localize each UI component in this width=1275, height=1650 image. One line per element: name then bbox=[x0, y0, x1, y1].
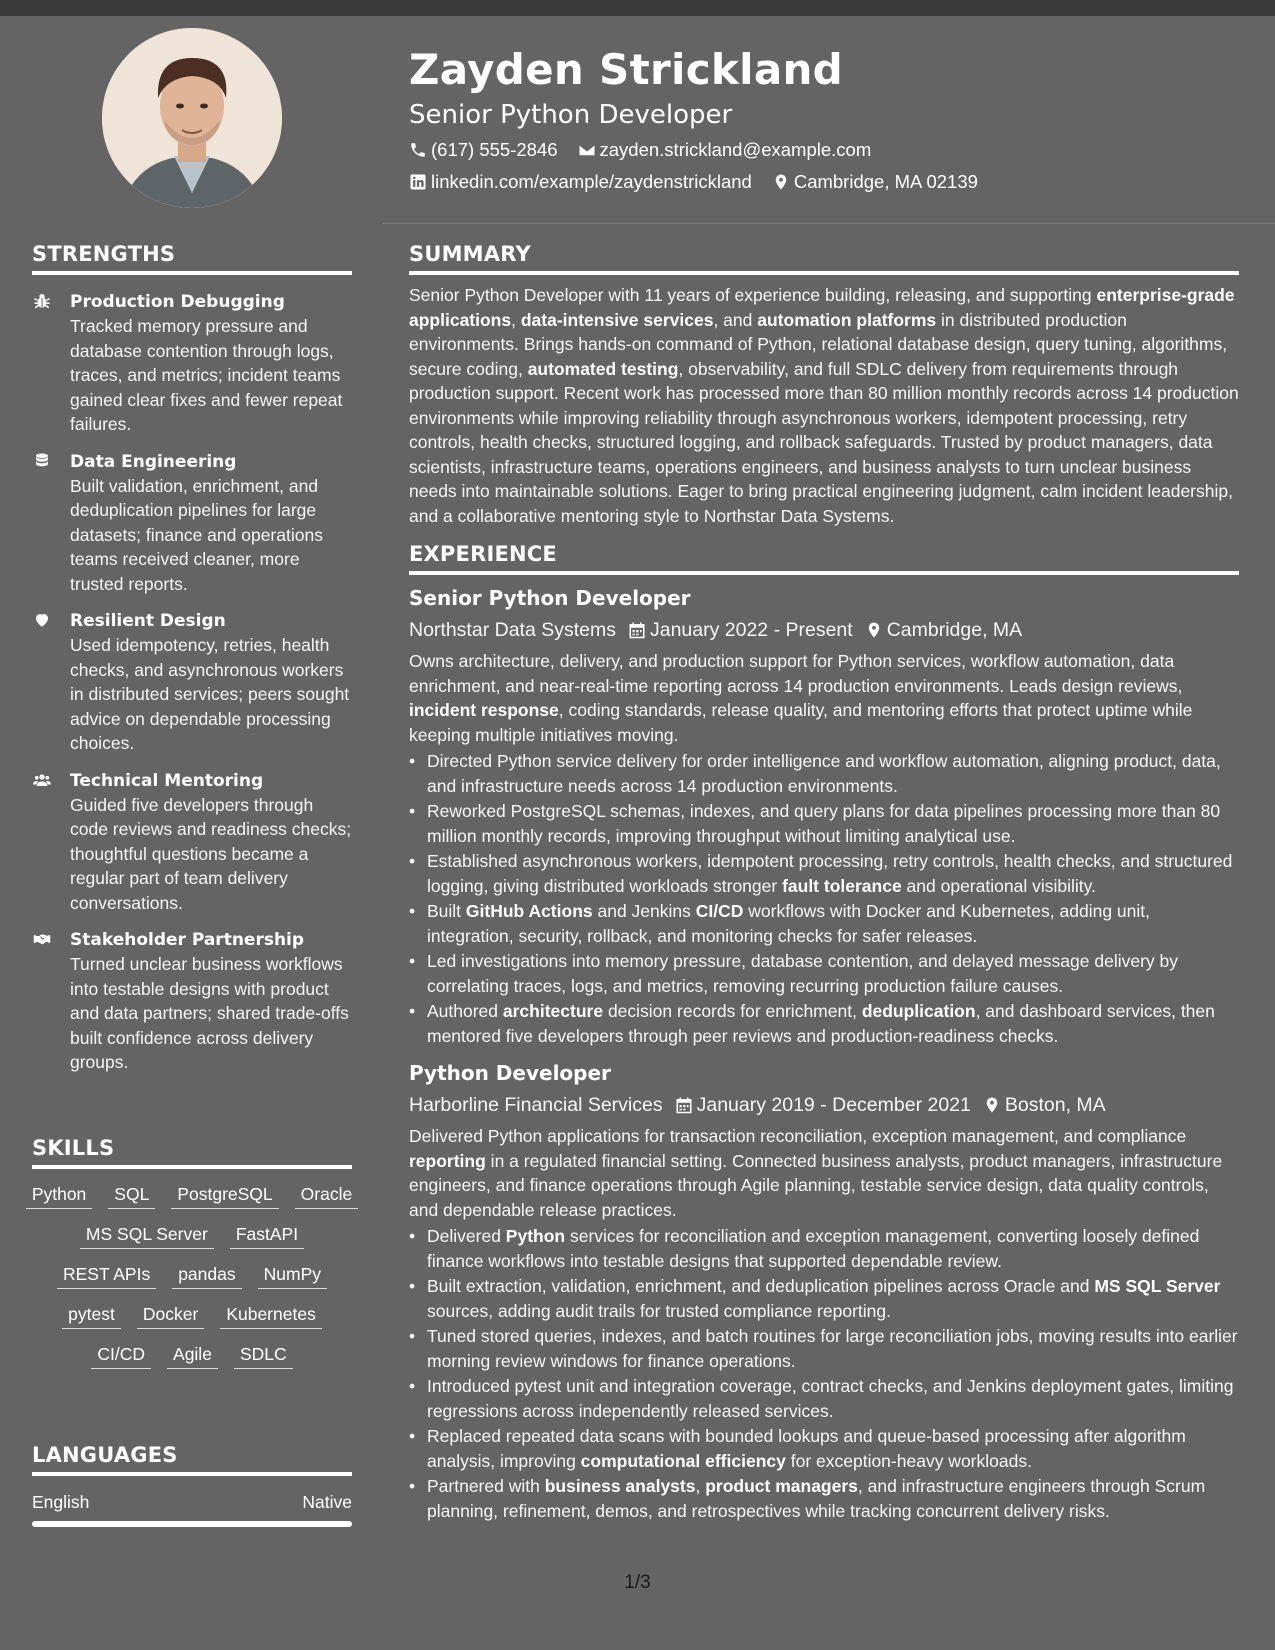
strengths-list bbox=[32, 290, 352, 1075]
phone-text: (617) 555-2846 bbox=[431, 139, 558, 160]
candidate-name: Zayden Strickland bbox=[409, 45, 844, 94]
strength-description: Guided five developers through code reviews and readiness checks; thoughtful questions became a regular part of team delivery conversations. bbox=[70, 794, 352, 913]
linkedin-text: linkedin.com/example/zaydenstrickland bbox=[431, 171, 752, 192]
contact-location bbox=[772, 168, 978, 196]
list-item: • Reworked PostgreSQL schemas, indexes, and query plans for data pipelines processing more than 80 million monthly records, improving throughput without limiting analytical use. bbox=[409, 799, 1239, 848]
calendar-icon bbox=[628, 620, 646, 640]
list-item: • Delivered Python services for reconciliation and exception management, converting loosely defined finance workflows into testable designs that supported dependable review. bbox=[409, 1224, 1239, 1273]
envelope-icon bbox=[578, 141, 596, 159]
job-meta bbox=[409, 615, 1239, 645]
languages-section bbox=[32, 1443, 352, 1527]
list-item: • Partnered with business analysts, product managers, and infrastructure engineers through Scrum planning, refinement, demos, and retrospectives while tracking concurrent delivery risks. bbox=[409, 1474, 1239, 1523]
contact-phone[interactable] bbox=[409, 136, 558, 164]
contact-row-2 bbox=[409, 168, 1239, 196]
list-item: • Replaced repeated data scans with bounded lookups and queue-based processing after algorithm analysis, improving computational efficiency for exception-heavy workloads. bbox=[409, 1424, 1239, 1473]
language-name: English bbox=[32, 1492, 90, 1512]
job-dates: January 2019 - December 2021 bbox=[675, 1090, 971, 1120]
skill-tag: REST APIs bbox=[57, 1260, 156, 1289]
skill-tag: NumPy bbox=[258, 1260, 327, 1289]
linkedin-icon bbox=[409, 173, 427, 191]
emphasis-text: architecture bbox=[502, 1001, 604, 1021]
skill-row bbox=[32, 1260, 352, 1289]
emphasis-text: incident response bbox=[409, 700, 559, 720]
strength-body bbox=[70, 290, 352, 437]
list-item: • Authored architecture decision records for enrichment, deduplication, and dashboard services, then mentored five developers through peer reviews and production-readiness checks. bbox=[409, 999, 1239, 1048]
strength-description: Tracked memory pressure and database contention through logs, traces, and metrics; incident teams gained clear fixes and fewer repeat failures. bbox=[70, 316, 343, 434]
job-title: Python Developer bbox=[409, 1061, 611, 1085]
skill-tag: SQL bbox=[108, 1180, 155, 1209]
summary-text: Senior Python Developer with 11 years of experience building, releasing, and supporting enterprise-grade applications, data-intensive services, and automation platforms in distributed production environments. Brings hands-on command of Python, relational database design, query tuning, algorithms, secure coding, automated testing, observability, and full SDLC delivery from requirements through production support. Recent work has processed more than 80 million monthly records across 14 production environments while improving reliability through asynchronous workers, idempotent processing, retry controls, health checks, structured logging, and rollback safeguards. Trusted by product managers, data scientists, infrastructure teams, operations engineers, and business analysts to turn unclear business needs into maintainable solutions. Eager to bring practical engineering judgment, calm incident leadership, and a collaborative mentoring style to Northstar Data Systems. bbox=[409, 285, 1239, 526]
profile-photo bbox=[102, 28, 282, 208]
handshake-icon bbox=[32, 928, 70, 1075]
users-icon bbox=[32, 769, 70, 916]
list-item: • Established asynchronous workers, idempotent processing, retry controls, health checks, and structured logging, giving distributed workloads stronger fault tolerance and operational visibility. bbox=[409, 849, 1239, 898]
list-item: • Tuned stored queries, indexes, and batch routines for large reconciliation jobs, moving results into earlier morning review windows for finance operations. bbox=[409, 1324, 1239, 1373]
emphasis-text: enterprise-grade applications bbox=[409, 285, 1235, 330]
skills-heading: SKILLS bbox=[32, 1136, 352, 1169]
job-meta bbox=[409, 1090, 1239, 1120]
skill-tag: MS SQL Server bbox=[80, 1220, 214, 1249]
emphasis-text: data-intensive services bbox=[520, 309, 714, 330]
calendar-icon bbox=[675, 1095, 693, 1115]
strength-item bbox=[32, 290, 352, 437]
map-marker-icon bbox=[865, 620, 883, 640]
strength-item bbox=[32, 769, 352, 916]
skill-tag: CI/CD bbox=[91, 1340, 151, 1369]
email-text: zayden.strickland@example.com bbox=[599, 139, 872, 160]
skill-row bbox=[32, 1340, 352, 1369]
job-company: Harborline Financial Services bbox=[409, 1094, 663, 1116]
summary-heading: SUMMARY bbox=[409, 242, 1239, 275]
strength-item bbox=[32, 609, 352, 756]
map-marker-icon bbox=[983, 1095, 1001, 1115]
job-company: Northstar Data Systems bbox=[409, 619, 616, 641]
skill-row bbox=[32, 1300, 352, 1329]
skills-list bbox=[32, 1180, 352, 1369]
strength-title: Data Engineering bbox=[70, 451, 237, 472]
emphasis-text: reporting bbox=[409, 1150, 486, 1171]
database-icon bbox=[32, 450, 70, 597]
skills-section bbox=[32, 1136, 352, 1369]
job-location: Boston, MA bbox=[983, 1090, 1106, 1120]
experience-list bbox=[409, 583, 1239, 1523]
emphasis-text: fault tolerance bbox=[782, 875, 902, 896]
skill-tag: SDLC bbox=[234, 1340, 293, 1369]
strength-body bbox=[70, 769, 352, 916]
contact-row-1 bbox=[409, 136, 1239, 164]
heart-icon bbox=[32, 609, 70, 756]
skill-tag: Python bbox=[26, 1180, 92, 1209]
skill-tag: Docker bbox=[137, 1300, 204, 1329]
page-number: 1/3 bbox=[624, 1572, 651, 1593]
job-description: Owns architecture, delivery, and production support for Python services, workflow automation, data enrichment, and near-real-time reporting across 14 production environments. Leads design reviews, incident response, coding standards, release quality, and mentoring efforts that protect uptime while keeping multiple initiatives moving. bbox=[409, 651, 1193, 745]
job-description: Delivered Python applications for transaction reconciliation, exception management, and compliance reporting in a regulated financial setting. Connected business analysts, product managers, infrastructure engineers, and finance operations through Agile planning, testable service design, data quality controls, and dependable release practices. bbox=[409, 1126, 1223, 1220]
emphasis-text: automation platforms bbox=[757, 309, 937, 330]
language-row bbox=[32, 1492, 352, 1513]
skill-tag: PostgreSQL bbox=[171, 1180, 278, 1209]
emphasis-text: MS SQL Server bbox=[1094, 1276, 1221, 1296]
phone-icon bbox=[409, 141, 427, 159]
emphasis-text: computational efficiency bbox=[580, 1450, 786, 1471]
strengths-heading: STRENGTHS bbox=[32, 242, 352, 275]
strength-title: Production Debugging bbox=[70, 292, 285, 312]
main-column bbox=[409, 242, 1239, 1523]
strength-description: Built validation, enrichment, and deduplication pipelines for large datasets; finance and operations teams received cleaner, more trusted reports. bbox=[70, 475, 323, 594]
top-bar bbox=[0, 0, 1275, 16]
language-level: Native bbox=[302, 1492, 352, 1512]
strengths-section bbox=[32, 242, 352, 1075]
strength-description: Used idempotency, retries, health checks, and asynchronous workers in distributed services; peers sought advice on dependable processing choices. bbox=[70, 635, 350, 753]
list-item: • Led investigations into memory pressure, database contention, and delayed message delivery by correlating traces, logs, and metrics, removing recurring production failure causes. bbox=[409, 949, 1239, 998]
header-divider bbox=[383, 223, 1275, 224]
strength-item bbox=[32, 450, 352, 597]
strength-title: Stakeholder Partnership bbox=[70, 930, 305, 950]
contact-linkedin[interactable] bbox=[409, 168, 752, 196]
emphasis-text: automated testing bbox=[527, 358, 679, 379]
emphasis-text: product managers bbox=[705, 1476, 858, 1496]
emphasis-text: GitHub Actions bbox=[465, 901, 593, 921]
skill-tag: Kubernetes bbox=[220, 1300, 322, 1329]
job-location: Cambridge, MA bbox=[865, 615, 1022, 645]
emphasis-text: Python bbox=[505, 1226, 566, 1246]
skill-tag: pytest bbox=[62, 1300, 121, 1329]
contact-email[interactable] bbox=[578, 136, 872, 164]
experience-heading: EXPERIENCE bbox=[409, 542, 1239, 575]
skill-row bbox=[32, 1220, 352, 1249]
job-entry bbox=[409, 1058, 1239, 1523]
strength-body bbox=[70, 450, 352, 597]
language-proficiency-bar bbox=[32, 1521, 352, 1527]
list-item: • Built extraction, validation, enrichment, and deduplication pipelines across Oracle and MS SQL Server sources, adding audit trails for trusted compliance reporting. bbox=[409, 1274, 1239, 1323]
job-title: Senior Python Developer bbox=[409, 586, 691, 610]
strength-title: Technical Mentoring bbox=[70, 770, 264, 791]
skill-tag: Agile bbox=[167, 1340, 218, 1369]
job-entry bbox=[409, 583, 1239, 1048]
location-text: Cambridge, MA 02139 bbox=[793, 171, 978, 192]
header bbox=[409, 40, 1239, 196]
strength-body bbox=[70, 609, 352, 756]
skill-row bbox=[32, 1180, 352, 1209]
skill-tag: Oracle bbox=[295, 1180, 359, 1209]
list-item: • Built GitHub Actions and Jenkins CI/CD workflows with Docker and Kubernetes, adding unit, integration, security, rollback, and monitoring checks for safer releases. bbox=[409, 899, 1239, 948]
strength-description: Turned unclear business workflows into testable designs with product and data partners; shared trade-offs built confidence across delivery groups. bbox=[70, 954, 349, 1072]
job-bullets bbox=[409, 1224, 1239, 1523]
list-item: • Directed Python service delivery for order intelligence and workflow automation, aligning product, data, and infrastructure needs across 14 production environments. bbox=[409, 749, 1239, 798]
languages-heading: LANGUAGES bbox=[32, 1443, 352, 1476]
job-dates: January 2022 - Present bbox=[628, 615, 853, 645]
job-bullets bbox=[409, 749, 1239, 1048]
list-item: • Introduced pytest unit and integration coverage, contract checks, and Jenkins deployment gates, limiting regressions across independently released services. bbox=[409, 1374, 1239, 1423]
strength-body bbox=[70, 928, 352, 1075]
candidate-title: Senior Python Developer bbox=[409, 100, 733, 130]
emphasis-text: business analysts bbox=[544, 1476, 696, 1496]
bug-icon bbox=[32, 290, 70, 437]
strength-item bbox=[32, 928, 352, 1075]
strength-title: Resilient Design bbox=[70, 611, 226, 631]
emphasis-text: CI/CD bbox=[695, 901, 744, 921]
map-marker-icon bbox=[772, 173, 790, 191]
emphasis-text: deduplication bbox=[861, 1001, 976, 1021]
skill-tag: pandas bbox=[172, 1260, 241, 1289]
skill-tag: FastAPI bbox=[230, 1220, 304, 1249]
